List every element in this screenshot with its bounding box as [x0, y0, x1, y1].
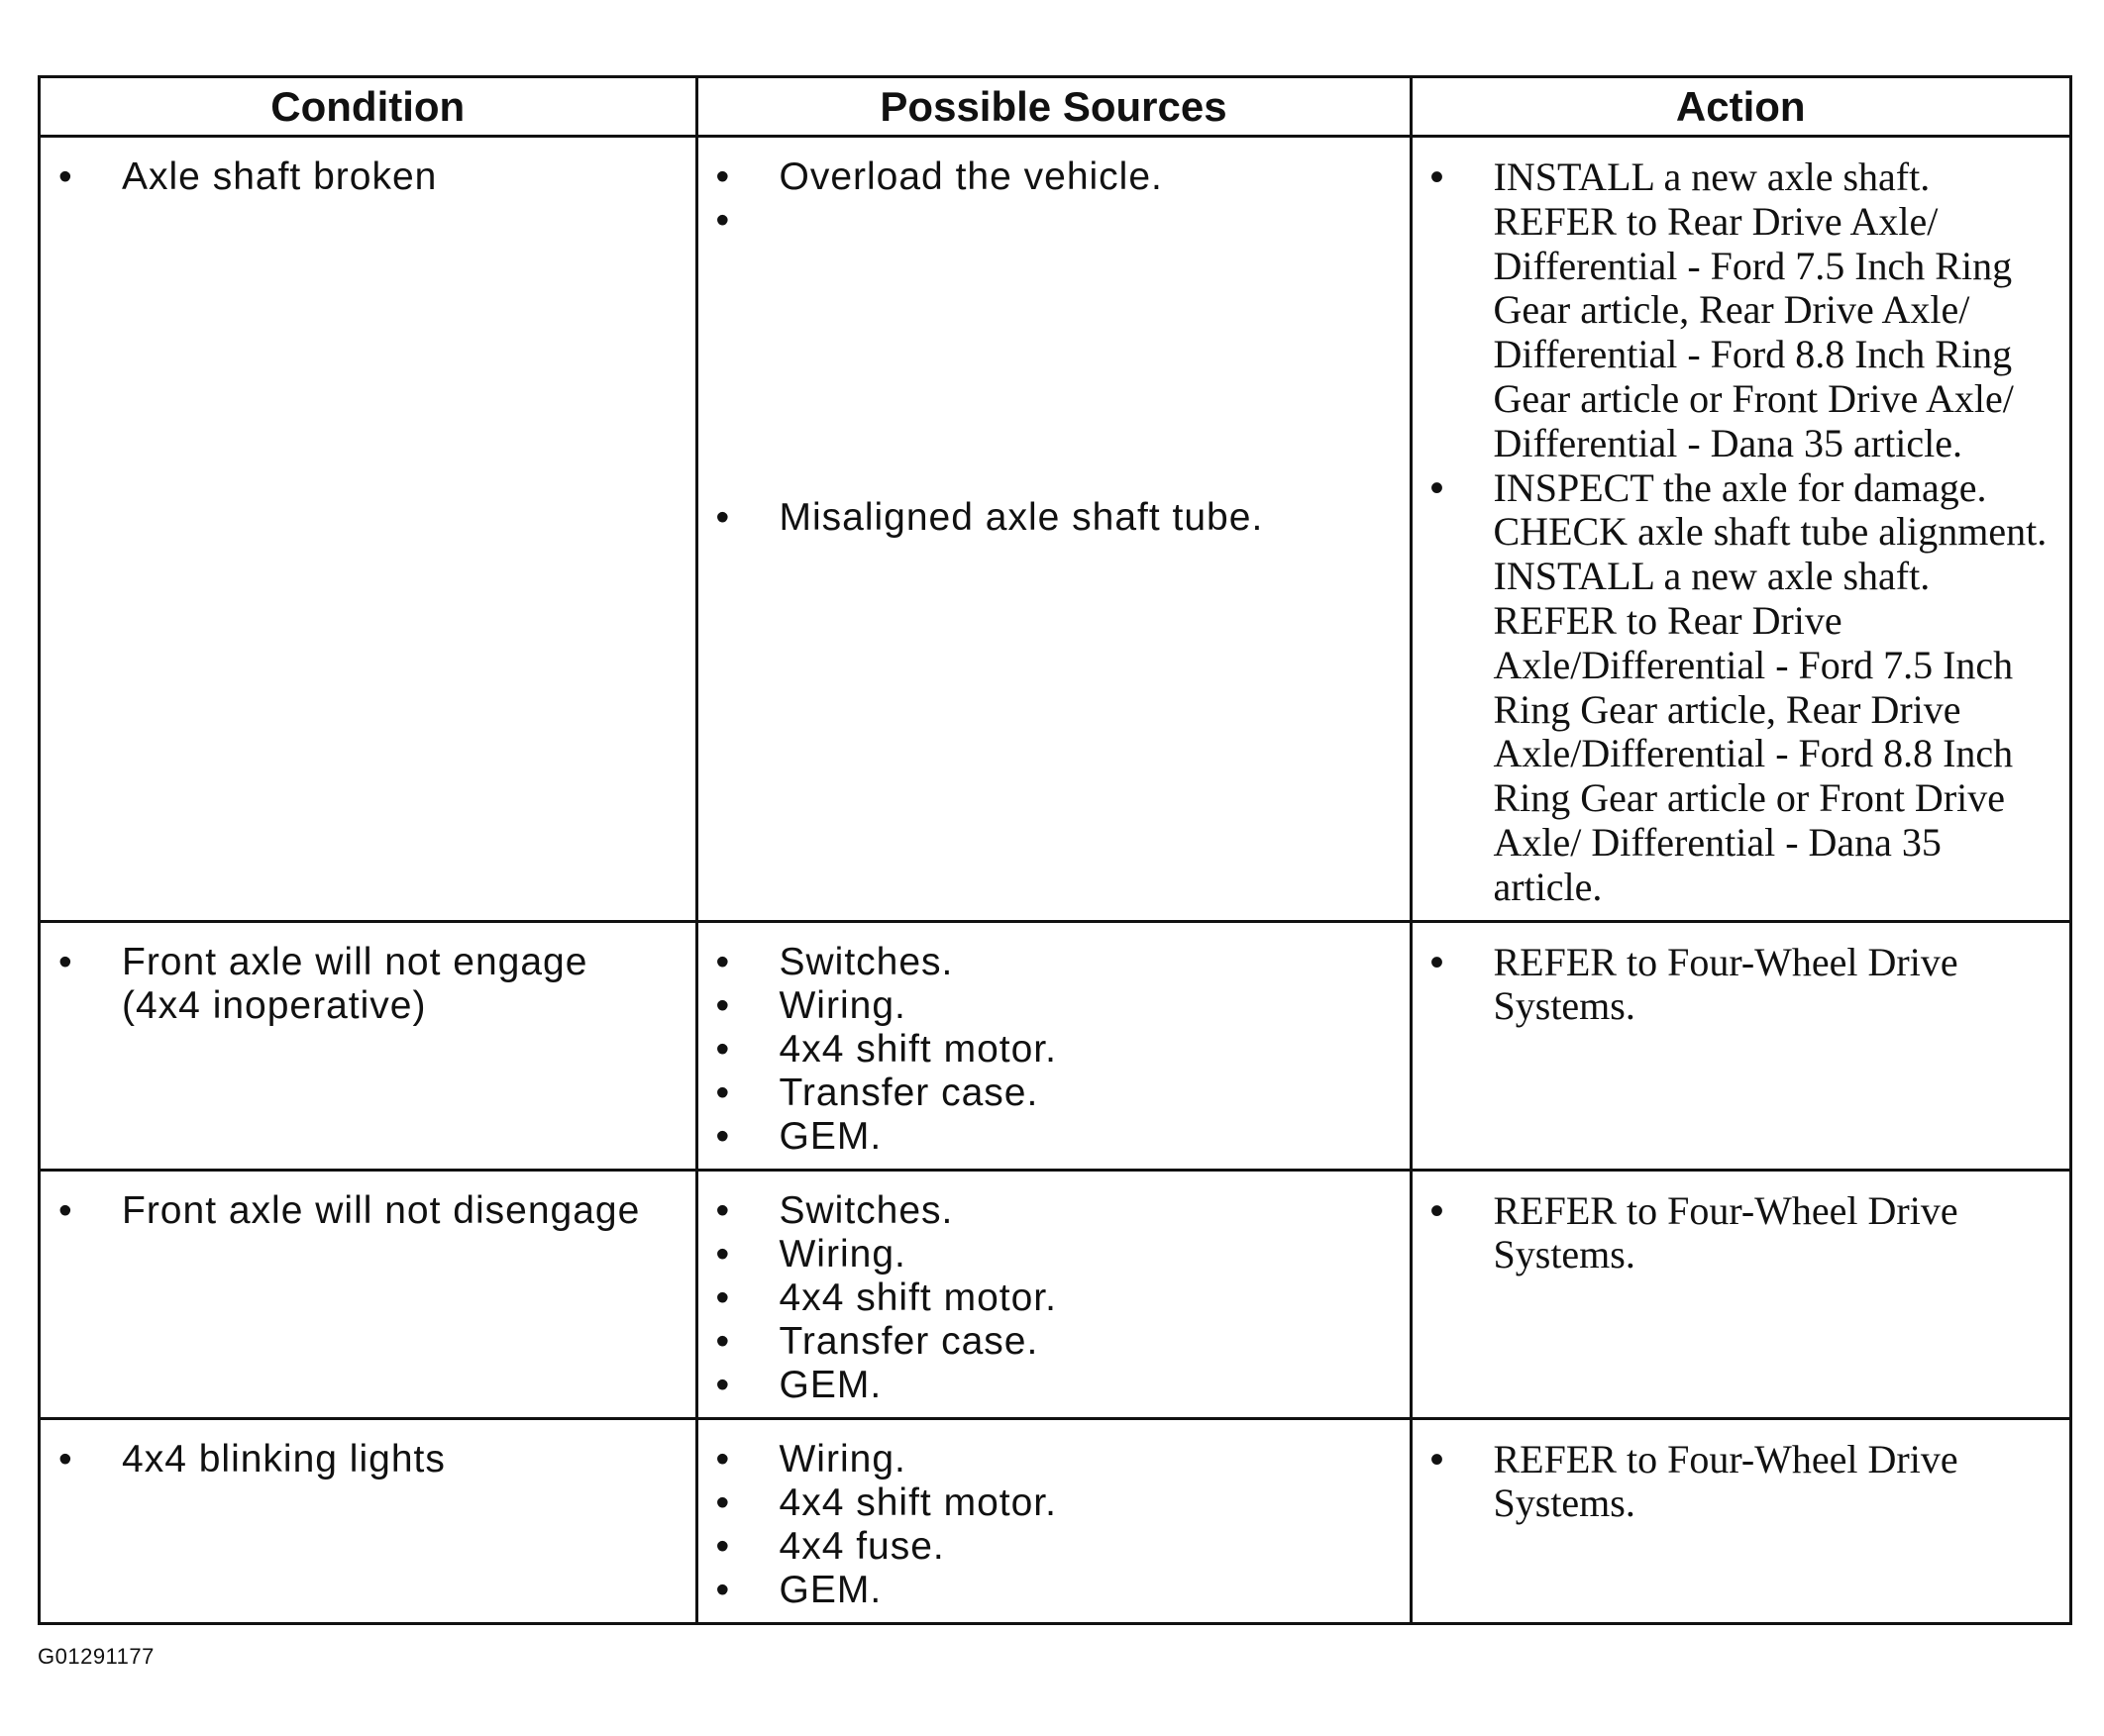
condition-cell	[41, 1418, 696, 1622]
source-item: • Misaligned axle shaft tube.	[698, 496, 1410, 540]
source-item: • Transfer case.	[698, 1320, 1410, 1364]
condition-item: • Axle shaft broken	[41, 155, 695, 199]
header-action: Action	[1411, 78, 2069, 137]
source-item: • Wiring.	[698, 984, 1410, 1028]
action-cell	[1411, 1418, 2069, 1622]
header-row	[41, 78, 2069, 137]
source-item: • 4x4 shift motor.	[698, 1481, 1410, 1525]
source-item: • 4x4 shift motor.	[698, 1276, 1410, 1320]
condition-item: • Front axle will not disengage	[41, 1189, 695, 1233]
figure-code: G01291177	[38, 1644, 155, 1669]
sources-cell	[696, 1170, 1411, 1418]
source-item: • Switches.	[698, 1189, 1410, 1233]
sources-cell	[696, 137, 1411, 922]
source-spacer	[698, 199, 1410, 496]
condition-item: • 4x4 blinking lights	[41, 1438, 695, 1481]
header-possible-sources: Possible Sources	[696, 78, 1411, 137]
source-item: • Overload the vehicle.	[698, 155, 1410, 199]
table-row	[41, 137, 2069, 922]
source-item: • GEM.	[698, 1364, 1410, 1407]
condition-cell	[41, 1170, 696, 1418]
source-item: • GEM.	[698, 1569, 1410, 1612]
table-row	[41, 921, 2069, 1170]
action-item: • INSPECT the axle for damage. CHECK axle shaft tube alignment. INSTALL a new axle shaft. REFER to Rear Drive Axle/Differential - Ford 7.5 Inch Ring Gear article, Rear Drive Axle/Differential - Ford 8.8 Inch Ring Gear article or Front Drive Axle/ Differential - Dana 35 article.	[1413, 466, 2070, 910]
source-item: • Switches.	[698, 941, 1410, 984]
table-row	[41, 1170, 2069, 1418]
action-item: • REFER to Four-Wheel Drive Systems.	[1413, 1438, 2070, 1527]
action-item: • REFER to Four-Wheel Drive Systems.	[1413, 1189, 2070, 1278]
action-cell	[1411, 1170, 2069, 1418]
condition-cell	[41, 137, 696, 922]
sources-cell	[696, 1418, 1411, 1622]
source-item: • 4x4 fuse.	[698, 1525, 1410, 1569]
source-item: • 4x4 shift motor.	[698, 1028, 1410, 1072]
source-item: • GEM.	[698, 1115, 1410, 1159]
condition-cell	[41, 921, 696, 1170]
table-row	[41, 1418, 2069, 1622]
action-cell	[1411, 921, 2069, 1170]
header-condition: Condition	[41, 78, 696, 137]
source-item: • Wiring.	[698, 1233, 1410, 1276]
source-item: • Wiring.	[698, 1438, 1410, 1481]
action-item: • REFER to Four-Wheel Drive Systems.	[1413, 941, 2070, 1030]
condition-item: • Front axle will not engage (4x4 inoperative)	[41, 941, 695, 1028]
source-item: • Transfer case.	[698, 1072, 1410, 1115]
diagnosis-table-frame	[38, 75, 2072, 1625]
sources-cell	[696, 921, 1411, 1170]
action-item: • INSTALL a new axle shaft. REFER to Rear Drive Axle/ Differential - Ford 7.5 Inch Ring Gear article, Rear Drive Axle/ Differential - Ford 8.8 Inch Ring Gear article or Front Drive Axle/ Differential - Dana 35 article.	[1413, 155, 2070, 466]
diagnosis-table	[41, 78, 2069, 1622]
action-cell	[1411, 137, 2069, 922]
